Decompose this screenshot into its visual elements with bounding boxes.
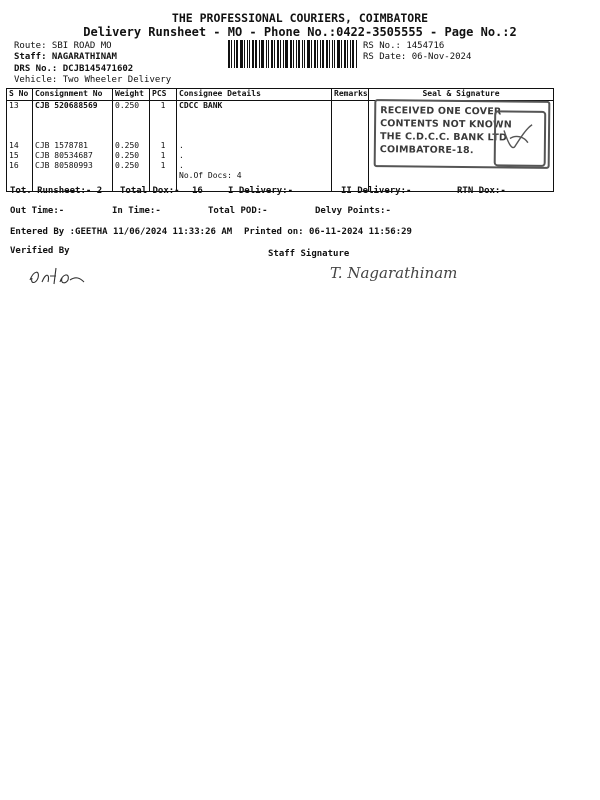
barcode-bar bbox=[259, 40, 260, 68]
barcode-bar bbox=[280, 40, 281, 68]
row-consignee: . bbox=[179, 151, 184, 160]
company-name: THE PROFESSIONAL COURIERS, COIMBATORE bbox=[171, 11, 429, 25]
rtn-dox: RTN Dox:- bbox=[457, 186, 506, 196]
barcode-bar bbox=[356, 40, 357, 68]
barcode-bar bbox=[347, 40, 348, 68]
runsheet-title: Delivery Runsheet - MO - Phone No.:0422-3505555 - Page No.:2 bbox=[83, 25, 517, 39]
remarks-cell bbox=[332, 101, 369, 192]
stamp-line: COIMBATORE-18. bbox=[379, 144, 474, 157]
rs-number: RS No.: 1454716 bbox=[363, 41, 445, 51]
verifier-signature bbox=[26, 262, 90, 288]
printed-on: Printed on: 06-11-2024 11:56:29 bbox=[244, 227, 412, 237]
stamp-initial-box bbox=[494, 110, 547, 167]
barcode-bar bbox=[252, 40, 254, 68]
stamp-line: CONTENTS NOT KNOWN bbox=[380, 118, 512, 131]
barcode-bar bbox=[244, 40, 245, 68]
col-weight: Weight bbox=[113, 89, 150, 101]
stamp-line: THE C.D.C.C. BANK LTD bbox=[379, 131, 508, 144]
col-remarks: Remarks bbox=[332, 89, 369, 101]
barcode-bar bbox=[247, 40, 248, 68]
barcode-bar bbox=[307, 40, 310, 68]
out-time: Out Time:- bbox=[10, 206, 65, 216]
row-consignee: . bbox=[179, 141, 184, 150]
barcode-bar bbox=[332, 40, 333, 68]
row-pcs: 1 bbox=[160, 101, 166, 110]
barcode-bar bbox=[255, 40, 257, 68]
barcode-bar bbox=[304, 40, 305, 68]
staff-signature bbox=[328, 258, 488, 286]
barcode-bar bbox=[268, 40, 269, 68]
row-weight: 0.250 bbox=[115, 161, 140, 170]
col-consignment-no: Consignment No bbox=[33, 89, 113, 101]
row-weight: 0.250 bbox=[115, 101, 140, 110]
barcode-bar bbox=[311, 40, 312, 68]
row-consignment-no: CJB 80580993 bbox=[35, 161, 93, 170]
verified-by-label: Verified By bbox=[10, 246, 70, 256]
barcode-bar bbox=[266, 40, 267, 68]
table-header-row bbox=[7, 89, 554, 101]
barcode-bar bbox=[296, 40, 297, 68]
barcode-bar bbox=[277, 40, 279, 68]
barcode-bar bbox=[283, 40, 284, 68]
barcode-bar bbox=[322, 40, 324, 68]
staff-signature-label: Staff Signature bbox=[268, 249, 350, 259]
staff-signature-text: T. Nagarathinam bbox=[330, 264, 458, 282]
entered-by: Entered By :GEETHA 11/06/2024 11:33:26 AM bbox=[10, 227, 233, 237]
barcode-bar bbox=[326, 40, 328, 68]
barcode-bar bbox=[329, 40, 330, 68]
barcode-bar bbox=[234, 40, 235, 68]
row-sno: 15 bbox=[9, 151, 19, 160]
barcode-bar bbox=[352, 40, 354, 68]
barcode-bar bbox=[228, 40, 230, 68]
staff-label: Staff: NAGARATHINAM bbox=[14, 52, 117, 62]
barcode-bar bbox=[320, 40, 321, 68]
barcode-bar bbox=[293, 40, 294, 68]
stamp-line: RECEIVED ONE COVER bbox=[380, 105, 502, 118]
barcode-bar bbox=[344, 40, 346, 68]
barcode-bar bbox=[231, 40, 232, 68]
row-pcs: 1 bbox=[160, 141, 166, 150]
rs-date: RS Date: 06-Nov-2024 bbox=[363, 52, 472, 62]
row-weight: 0.250 bbox=[115, 151, 140, 160]
row-weight: 0.250 bbox=[115, 141, 140, 150]
barcode bbox=[228, 40, 358, 68]
barcode-bar bbox=[249, 40, 250, 68]
row-consignment-no: CJB 520688569 bbox=[35, 101, 98, 110]
drs-number: DRS No.: DCJB145471602 bbox=[14, 64, 134, 74]
barcode-bar bbox=[274, 40, 275, 68]
checkmark-initial-icon bbox=[496, 112, 541, 160]
row-sno: 13 bbox=[9, 101, 19, 110]
row-consignee: CDCC BANK bbox=[179, 101, 223, 110]
row-sno: 16 bbox=[9, 161, 19, 170]
col-seal-signature: Seal & Signature bbox=[369, 89, 554, 101]
row-consignment-no: CJB 80534687 bbox=[35, 151, 93, 160]
barcode-bar bbox=[341, 40, 342, 68]
row-pcs: 1 bbox=[160, 161, 166, 170]
in-time: In Time:- bbox=[112, 206, 161, 216]
barcode-bar bbox=[314, 40, 316, 68]
row-consignee: . bbox=[179, 161, 184, 170]
barcode-bar bbox=[337, 40, 340, 68]
total-runsheet: Tot. Runsheet:- 2 bbox=[10, 186, 103, 196]
barcode-bar bbox=[240, 40, 243, 68]
total-pod: Total POD:- bbox=[208, 206, 268, 216]
barcode-bar bbox=[271, 40, 273, 68]
barcode-bar bbox=[290, 40, 292, 68]
barcode-bar bbox=[236, 40, 238, 68]
barcode-bar bbox=[317, 40, 318, 68]
barcode-bar bbox=[334, 40, 335, 68]
barcode-bar bbox=[350, 40, 351, 68]
vehicle-label: Vehicle: Two Wheeler Delivery bbox=[14, 75, 172, 85]
total-dox-value: 16 bbox=[192, 186, 203, 196]
col-consignee-details: Consignee Details bbox=[177, 89, 332, 101]
col-pcs: PCS bbox=[150, 89, 177, 101]
i-delivery: I Delivery:- bbox=[228, 186, 294, 196]
bank-receipt-stamp bbox=[374, 99, 551, 169]
row-pcs: 1 bbox=[160, 151, 166, 160]
barcode-bar bbox=[261, 40, 264, 68]
barcode-bar bbox=[285, 40, 288, 68]
row-consignment-no: CJB 1578781 bbox=[35, 141, 88, 150]
route-label: Route: SBI ROAD MO bbox=[14, 41, 112, 51]
total-dox-label: Total Dox:- bbox=[120, 186, 180, 196]
no-of-docs: No.Of Docs: 4 bbox=[179, 171, 242, 180]
delivery-points: Delvy Points:- bbox=[315, 206, 391, 216]
ii-delivery: II Delivery:- bbox=[341, 186, 412, 196]
col-sno: S No bbox=[7, 89, 33, 101]
barcode-bar bbox=[298, 40, 300, 68]
row-sno: 14 bbox=[9, 141, 19, 150]
barcode-bar bbox=[302, 40, 303, 68]
